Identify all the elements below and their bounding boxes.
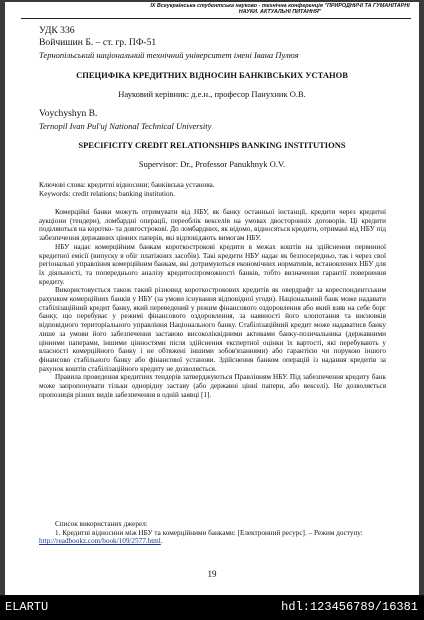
supervisor-en: Supervisor: Dr., Professor Panukhnyk O.V. <box>138 159 286 169</box>
paragraph-4: Правила проведення кредитних тендерів затверджуються Правлінням НБУ. Під забезпечення кредиту банк може запропонувати тільки однорідну заставу (або державні цінні папери, або векселі). Не дозволяється пропозиція різних видів забезпечення в одній заявці [1]. <box>39 373 386 399</box>
keywords-ua: Ключові слова: кредитні відносини; банківська установа. <box>39 181 215 189</box>
supervisor-ua: Науковий керівник: д.е.н., професор Панухник О.В. <box>118 89 306 99</box>
author-en: Voychyshyn B. <box>39 108 98 119</box>
affiliation-ua: Тернопільський національний технічний університет імені Івана Пулюя <box>39 50 299 60</box>
reference-item <box>39 529 386 546</box>
page-number: 19 <box>207 569 217 579</box>
references-heading: Список використаних джерел: <box>55 520 148 528</box>
affiliation-en: Ternopil Ivan Pul'uj National Technical University <box>39 121 212 131</box>
udk-code: УДК 336 <box>39 25 75 36</box>
repository-footer <box>0 595 424 620</box>
keywords-en: Keywords: credit relations; banking institution. <box>39 190 175 198</box>
title-ua: СПЕЦИФІКА КРЕДИТНИХ ВІДНОСИН БАНКІВСЬКИХ УСТАНОВ <box>76 70 348 80</box>
footer-repository-name: ELARTU <box>5 600 49 614</box>
conference-header: IX Всеукраїнська студентська науково - технічна конференція "ПРИРОДНИЧІ ТА ГУМАНІТАРНІ НАУКИ. АКТУАЛЬНІ ПИТАННЯ" <box>150 3 410 16</box>
article-body <box>39 208 386 399</box>
reference-text: 1. Кредитні відносини між НБУ та комерційними банками: [Електронний ресурс]. – Режим доступу: <box>55 528 363 537</box>
reference-link[interactable]: http://readbookz.com/book/109/2577.html <box>39 537 161 546</box>
author-ua: Войчишин Б. – ст. гр. ПФ-51 <box>39 37 157 48</box>
paragraph-2: НБУ надає комерційним банкам короткострокові кредити в межах коштів на здійснення первинної кредитної емісії (випуску в обіг платіжних засобів). Такі кредити НБУ надає як безпосередньо, так і через свої регіональні управління комерційним банкам, які дотримуються економічних нормативів, встановлених НБУ для їх діяльності, та попереднього аналізу кредитоспроможності банків, тобто визначення гарантії повернення кредиту. <box>39 242 386 286</box>
header-rule <box>21 18 411 19</box>
footer-handle[interactable]: hdl:123456789/16381 <box>281 600 418 614</box>
paragraph-3: Використовується також такий різновид короткострокових кредитів як овердрафт за кореспондентським рахунком комерційних банків у НБУ (за умови існування відповідної угоди). Національний банк може надавати стабілізаційний кредит банку, який переведений у режим фінансового оздоровлення або який взяв на себе борг банку, що перебуває у режимі фінансового оздоровлення, за наявності його клопотання та висновків відповідного територіального управління Національного банку. Стабілізаційний кредит може надаватися банку лише за умови його забезпечення заставою високоліквідними активами банку-позичальника (державними цінними паперами, іншими цінностями після здійснення експертної оцінки їх вартості, які перебувають у власності комерційного банку і не обтяжені іншими зобов'язаннями) або гарантією чи порукою іншого фінансово стабільного банку або фінансової установи. Здійснення банком операцій із надання кредитів за рахунок коштів стабілізаційного кредиту не дозволяється. <box>39 286 386 373</box>
title-en: SPECIFICITY CREDIT RELATIONSHIPS BANKING INSTITUTIONS <box>78 140 346 150</box>
paragraph-1: Комерційні банки можуть отримувати від НБУ, як банку останньої інстанції, кредити через кредитні аукціони (тендери), ломбардні операції, переоблік векселів на умовах двосторонніх договорів. Ці кредити поділяються на коротко- та довгострокові. До ломбардних, як відомо, відносяться кредити, отримані від НБУ під забезпечення державних цінних паперів, які відповідають вимогам НБУ. <box>39 208 386 243</box>
references <box>39 520 386 546</box>
reference-end: . <box>160 537 163 546</box>
document-page <box>5 2 419 595</box>
